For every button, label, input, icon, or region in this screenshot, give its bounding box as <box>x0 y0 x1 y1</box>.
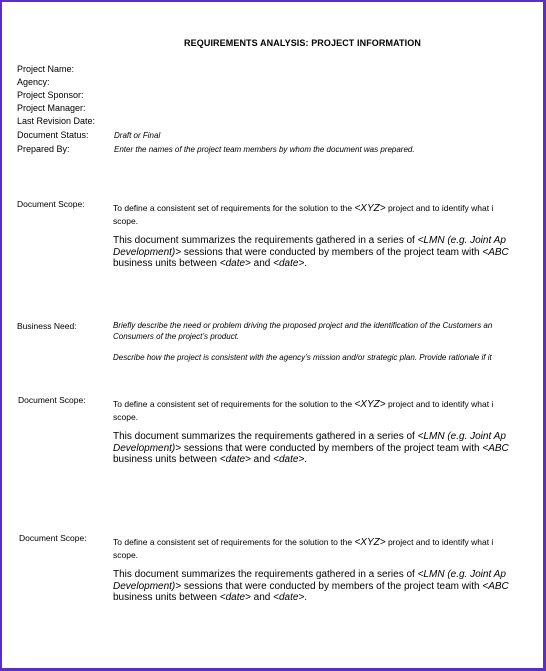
text: <LMN (e.g. Joint Ap <box>417 235 506 246</box>
info-label: Agency: <box>17 77 50 87</box>
section-label-scope-1: Document Scope: <box>17 199 85 209</box>
scope-paragraph-1 <box>113 398 543 423</box>
text: scope. <box>113 412 139 422</box>
business-paragraph-2 <box>113 352 543 363</box>
text: Briefly describe the need or problem driving the proposed project and the identification of the Customers an <box>113 321 493 330</box>
text: . <box>304 258 308 269</box>
info-label: Last Revision Date: <box>17 116 96 126</box>
info-label: Prepared By: <box>17 144 70 154</box>
text: project and to identify what i <box>385 203 494 213</box>
text: <LMN (e.g. Joint Ap <box>417 569 506 580</box>
section-label-scope-2: Document Scope: <box>18 395 86 405</box>
text: <date> <box>273 592 305 603</box>
document-title: REQUIREMENTS ANALYSIS: PROJECT INFORMATION <box>184 38 421 48</box>
scope-paragraph-2 <box>113 569 543 604</box>
text: To define a consistent set of requirements for the solution to the <box>113 203 355 213</box>
text: <date> <box>273 258 305 269</box>
section-scope-1 <box>113 202 543 270</box>
text: <XYZ> <box>354 399 386 410</box>
text: <date> <box>219 454 251 465</box>
text: <ABC <box>482 442 509 454</box>
text: . <box>304 592 308 603</box>
info-label: Project Name: <box>17 64 75 74</box>
text: Development)> <box>113 246 182 258</box>
text: <ABC <box>482 246 509 258</box>
scope-paragraph-1 <box>113 536 543 561</box>
section-scope-3 <box>113 536 543 604</box>
text: scope. <box>113 216 139 226</box>
text: To define a consistent set of requirements for the solution to the <box>113 537 355 547</box>
text: . <box>304 454 308 465</box>
text: Consumers of the project’s product. <box>113 332 240 341</box>
text: <LMN (e.g. Joint Ap <box>417 431 506 442</box>
text: project and to identify what i <box>385 399 494 409</box>
document-page <box>2 2 543 668</box>
text: This document summarizes the requirements gathered in a series of <box>113 235 418 246</box>
info-label: Document Status: <box>17 130 89 140</box>
text: and <box>250 592 274 603</box>
text: and <box>250 454 274 465</box>
text: <ABC <box>482 580 509 592</box>
business-paragraph-1 <box>113 320 543 342</box>
text: scope. <box>113 550 139 560</box>
text: To define a consistent set of requirements for the solution to the <box>113 399 355 409</box>
section-label-business-need: Business Need: <box>17 321 77 331</box>
info-label: Project Manager: <box>17 103 86 113</box>
scope-paragraph-1 <box>113 202 543 227</box>
text: sessions that were conducted by members of the project team with <box>181 580 483 592</box>
text: Development)> <box>113 442 182 454</box>
text: This document summarizes the requirements gathered in a series of <box>113 569 418 580</box>
scope-paragraph-2 <box>113 235 543 270</box>
text: <date> <box>273 454 305 465</box>
text: project and to identify what i <box>385 537 494 547</box>
text: <date> <box>219 258 251 269</box>
scope-paragraph-2 <box>113 431 543 466</box>
section-scope-2 <box>113 398 543 466</box>
text: <date> <box>219 592 251 603</box>
info-value: Enter the names of the project team members by whom the document was prepared. <box>114 145 415 154</box>
section-business-need <box>113 320 543 363</box>
text: business units between <box>113 592 220 603</box>
text: <XYZ> <box>354 537 386 548</box>
text: business units between <box>113 258 220 269</box>
section-label-scope-3: Document Scope: <box>19 533 87 543</box>
text: business units between <box>113 454 220 465</box>
text: <XYZ> <box>354 203 386 214</box>
text: sessions that were conducted by members of the project team with <box>181 246 483 258</box>
text: Development)> <box>113 580 182 592</box>
info-label: Project Sponsor: <box>17 90 84 100</box>
text: This document summarizes the requirements gathered in a series of <box>113 431 418 442</box>
text: and <box>250 258 274 269</box>
info-value: Draft or Final <box>114 131 161 140</box>
text: Describe how the project is consistent with the agency’s mission and/or strategic plan. Provide rationale if it <box>113 353 492 362</box>
text: sessions that were conducted by members of the project team with <box>181 442 483 454</box>
